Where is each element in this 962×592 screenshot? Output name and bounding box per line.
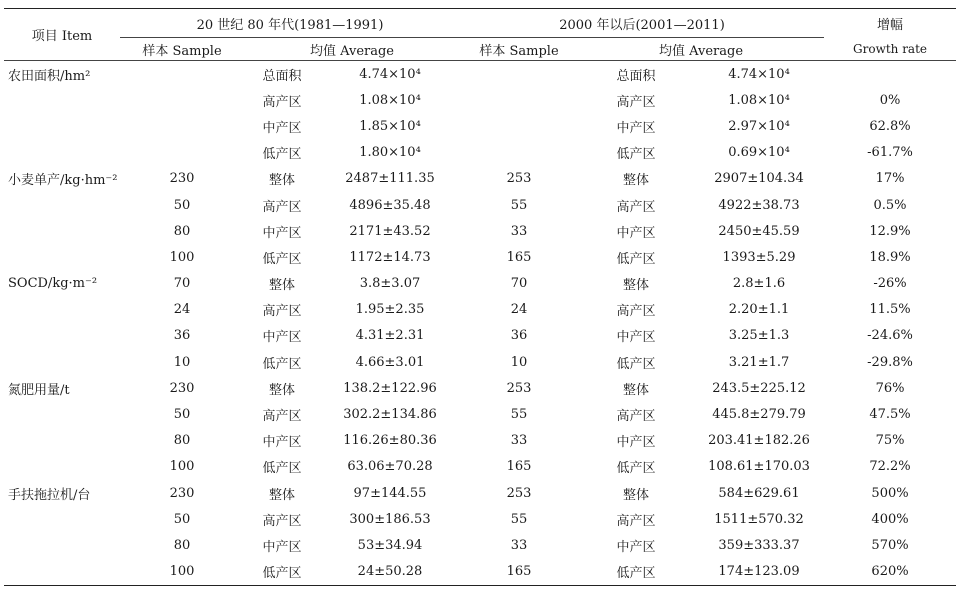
sample2-cell: 55 bbox=[510, 407, 528, 423]
avg1-cell: 1.80×10⁴ bbox=[359, 145, 421, 161]
average-header-1: 均值 Average bbox=[244, 38, 460, 61]
item-cell bbox=[4, 506, 120, 532]
item-header: 项目 Item bbox=[4, 9, 120, 61]
table-row bbox=[4, 166, 956, 192]
sample2-cell: 33 bbox=[510, 223, 528, 239]
avg1-cell: 116.26±80.36 bbox=[343, 433, 437, 449]
item-cell: 农田面积/hm² bbox=[8, 68, 91, 84]
zone2-cell: 整体 bbox=[622, 278, 649, 294]
zone1-cell: 高产区 bbox=[262, 304, 302, 320]
zone1-cell: 整体 bbox=[268, 278, 295, 294]
avg2-cell: 4.74×10⁴ bbox=[728, 66, 790, 82]
avg1-cell: 1.08×10⁴ bbox=[359, 92, 421, 108]
data-table bbox=[4, 8, 956, 586]
sample1-cell: 50 bbox=[173, 511, 191, 527]
growth-cell: 72.2% bbox=[869, 459, 911, 475]
sample-header-2: 样本 Sample bbox=[460, 38, 578, 61]
sample2-cell bbox=[460, 61, 578, 88]
avg1-cell: 63.06±70.28 bbox=[347, 459, 433, 475]
zone2-cell: 高产区 bbox=[616, 199, 656, 215]
zone1-cell: 低产区 bbox=[262, 461, 302, 477]
growth-cell: -61.7% bbox=[867, 145, 913, 161]
avg2-cell: 3.25±1.3 bbox=[728, 328, 790, 344]
sample2-cell: 24 bbox=[510, 302, 528, 318]
avg2-cell: 0.69×10⁴ bbox=[728, 145, 790, 161]
sample2-cell: 33 bbox=[510, 433, 528, 449]
sample1-cell bbox=[120, 113, 244, 139]
sample1-cell: 80 bbox=[173, 537, 191, 553]
avg2-cell: 3.21±1.7 bbox=[728, 354, 790, 370]
avg2-cell: 1.08×10⁴ bbox=[728, 92, 790, 108]
table-row bbox=[4, 323, 956, 349]
growth-cell: 0% bbox=[879, 92, 901, 108]
sample1-cell bbox=[120, 87, 244, 113]
avg2-cell: 2.8±1.6 bbox=[732, 276, 786, 292]
table-row bbox=[4, 506, 956, 532]
sample1-cell: 80 bbox=[173, 223, 191, 239]
item-cell bbox=[4, 297, 120, 323]
avg1-cell: 2487±111.35 bbox=[345, 171, 435, 187]
sample2-cell: 55 bbox=[510, 511, 528, 527]
zone1-cell: 高产区 bbox=[262, 199, 302, 215]
zone1-cell: 中产区 bbox=[262, 330, 302, 346]
sample2-cell: 33 bbox=[510, 537, 528, 553]
growth-cell: 12.9% bbox=[869, 223, 911, 239]
sample1-cell bbox=[120, 61, 244, 88]
avg2-cell: 203.41±182.26 bbox=[708, 433, 810, 449]
average-header-2: 均值 Average bbox=[578, 38, 824, 61]
zone1-cell: 高产区 bbox=[262, 94, 302, 110]
avg1-cell: 53±34.94 bbox=[357, 537, 423, 553]
growth-cell: 62.8% bbox=[869, 118, 911, 134]
zone1-cell: 整体 bbox=[268, 487, 295, 503]
item-cell bbox=[4, 559, 120, 586]
sample2-cell: 70 bbox=[510, 276, 528, 292]
zone1-cell: 低产区 bbox=[262, 356, 302, 372]
zone1-cell: 中产区 bbox=[262, 435, 302, 451]
zone1-cell: 中产区 bbox=[262, 539, 302, 555]
item-cell: SOCD/kg·m⁻² bbox=[8, 276, 98, 292]
zone2-cell: 高产区 bbox=[616, 304, 656, 320]
table-row bbox=[4, 87, 956, 113]
avg2-cell: 108.61±170.03 bbox=[708, 459, 810, 475]
growth-cell: -26% bbox=[873, 276, 907, 292]
item-cell bbox=[4, 454, 120, 480]
sample2-cell bbox=[460, 113, 578, 139]
zone1-cell: 总面积 bbox=[262, 68, 302, 84]
avg1-cell: 97±144.55 bbox=[353, 485, 427, 501]
zone2-cell: 低产区 bbox=[578, 559, 694, 586]
avg1-cell: 3.8±3.07 bbox=[359, 276, 421, 292]
table-row bbox=[4, 559, 956, 586]
table-row bbox=[4, 480, 956, 506]
sample2-cell: 253 bbox=[506, 485, 532, 501]
header-row-2 bbox=[4, 38, 956, 61]
zone1-cell: 高产区 bbox=[262, 409, 302, 425]
growth-cell: 76% bbox=[875, 380, 905, 396]
item-cell bbox=[4, 113, 120, 139]
sample2-cell: 165 bbox=[506, 459, 532, 475]
zone1-cell: 整体 bbox=[268, 382, 295, 398]
zone1-cell: 中产区 bbox=[262, 120, 302, 136]
sample1-cell: 24 bbox=[173, 302, 191, 318]
avg1-cell: 138.2±122.96 bbox=[343, 380, 437, 396]
table-row bbox=[4, 271, 956, 297]
zone2-cell: 高产区 bbox=[616, 513, 656, 529]
item-cell bbox=[4, 532, 120, 558]
sample1-cell: 230 bbox=[169, 485, 195, 501]
zone1-cell: 低产区 bbox=[244, 559, 320, 586]
growth-cell: 11.5% bbox=[869, 302, 911, 318]
zone2-cell: 整体 bbox=[622, 487, 649, 503]
avg2-cell: 2450±45.59 bbox=[718, 223, 800, 239]
header-row-1 bbox=[4, 9, 956, 38]
sample1-cell: 50 bbox=[173, 197, 191, 213]
sample2-cell: 165 bbox=[506, 249, 532, 265]
table-row bbox=[4, 218, 956, 244]
table-row bbox=[4, 140, 956, 166]
item-cell bbox=[4, 140, 120, 166]
sample2-cell: 253 bbox=[506, 171, 532, 187]
sample2-cell: 10 bbox=[510, 354, 528, 370]
avg1-cell: 24±50.28 bbox=[320, 559, 460, 586]
zone2-cell: 整体 bbox=[622, 382, 649, 398]
avg2-cell: 243.5±225.12 bbox=[712, 380, 806, 396]
avg2-cell: 359±333.37 bbox=[718, 537, 800, 553]
sample2-cell bbox=[460, 140, 578, 166]
sample1-cell: 10 bbox=[173, 354, 191, 370]
table-row bbox=[4, 349, 956, 375]
zone1-cell: 整体 bbox=[268, 173, 295, 189]
zone2-cell: 中产区 bbox=[616, 435, 656, 451]
table-row bbox=[4, 401, 956, 427]
item-cell bbox=[4, 428, 120, 454]
growth-cell: 75% bbox=[875, 433, 905, 449]
zone2-cell: 中产区 bbox=[616, 330, 656, 346]
avg1-cell: 1172±14.73 bbox=[349, 249, 431, 265]
zone2-cell: 中产区 bbox=[616, 225, 656, 241]
sample2-cell: 253 bbox=[506, 380, 532, 396]
table-row bbox=[4, 454, 956, 480]
table-row bbox=[4, 375, 956, 401]
sample1-cell: 50 bbox=[173, 407, 191, 423]
table-row bbox=[4, 192, 956, 218]
growth-cell: -29.8% bbox=[867, 354, 913, 370]
sample1-cell: 36 bbox=[173, 328, 191, 344]
avg1-cell: 302.2±134.86 bbox=[343, 407, 437, 423]
zone2-cell: 整体 bbox=[622, 173, 649, 189]
sample2-cell bbox=[460, 87, 578, 113]
avg1-cell: 4.31±2.31 bbox=[355, 328, 425, 344]
item-cell bbox=[4, 87, 120, 113]
avg1-cell: 4.74×10⁴ bbox=[359, 66, 421, 82]
growth-cell: 400% bbox=[871, 511, 909, 527]
avg2-cell: 2.20±1.1 bbox=[728, 302, 790, 318]
avg1-cell: 1.95±2.35 bbox=[355, 302, 425, 318]
item-cell: 氮肥用量/t bbox=[8, 382, 70, 398]
zone2-cell: 低产区 bbox=[616, 356, 656, 372]
growth-cell: 0.5% bbox=[873, 197, 907, 213]
zone1-cell: 低产区 bbox=[262, 147, 302, 163]
zone2-cell: 低产区 bbox=[616, 251, 656, 267]
zone1-cell: 中产区 bbox=[262, 225, 302, 241]
item-cell bbox=[4, 401, 120, 427]
zone1-cell: 低产区 bbox=[262, 251, 302, 267]
sample1-cell: 230 bbox=[169, 171, 195, 187]
avg1-cell: 2171±43.52 bbox=[349, 223, 431, 239]
sample-header-1: 样本 Sample bbox=[120, 38, 244, 61]
avg2-cell: 445.8±279.79 bbox=[712, 407, 806, 423]
item-cell bbox=[4, 323, 120, 349]
growth-cell: 570% bbox=[871, 537, 909, 553]
growth-cell bbox=[824, 61, 956, 88]
zone2-cell: 低产区 bbox=[616, 147, 656, 163]
item-cell: 手扶拖拉机/台 bbox=[8, 487, 91, 503]
table-row bbox=[4, 244, 956, 270]
growth-header-cn: 增幅 bbox=[824, 9, 956, 38]
sample2-cell: 36 bbox=[510, 328, 528, 344]
period1-header: 20 世纪 80 年代(1981—1991) bbox=[120, 9, 460, 38]
sample1-cell bbox=[120, 140, 244, 166]
zone2-cell: 高产区 bbox=[616, 94, 656, 110]
table-body bbox=[4, 61, 956, 586]
sample1-cell: 100 bbox=[169, 249, 195, 265]
growth-header-en: Growth rate bbox=[824, 38, 956, 61]
avg2-cell: 174±123.09 bbox=[694, 559, 824, 586]
table-row bbox=[4, 113, 956, 139]
sample1-cell: 230 bbox=[169, 380, 195, 396]
avg1-cell: 1.85×10⁴ bbox=[359, 118, 421, 134]
sample1-cell: 80 bbox=[173, 433, 191, 449]
growth-cell: 620% bbox=[824, 559, 956, 586]
sample2-cell: 55 bbox=[510, 197, 528, 213]
item-cell bbox=[4, 349, 120, 375]
avg2-cell: 4922±38.73 bbox=[718, 197, 800, 213]
growth-cell: -24.6% bbox=[867, 328, 913, 344]
avg1-cell: 4896±35.48 bbox=[349, 197, 431, 213]
zone1-cell: 高产区 bbox=[262, 513, 302, 529]
avg1-cell: 300±186.53 bbox=[349, 511, 431, 527]
item-cell bbox=[4, 218, 120, 244]
period2-header: 2000 年以后(2001—2011) bbox=[460, 9, 824, 38]
sample1-cell: 70 bbox=[173, 276, 191, 292]
zone2-cell: 高产区 bbox=[616, 409, 656, 425]
avg1-cell: 4.66±3.01 bbox=[355, 354, 425, 370]
avg2-cell: 584±629.61 bbox=[718, 485, 800, 501]
sample1-cell: 100 bbox=[120, 559, 244, 586]
table-row bbox=[4, 428, 956, 454]
avg2-cell: 2907±104.34 bbox=[714, 171, 804, 187]
growth-cell: 18.9% bbox=[869, 249, 911, 265]
zone2-cell: 总面积 bbox=[616, 68, 656, 84]
zone2-cell: 中产区 bbox=[616, 120, 656, 136]
sample2-cell: 165 bbox=[460, 559, 578, 586]
table-row bbox=[4, 532, 956, 558]
zone2-cell: 低产区 bbox=[616, 461, 656, 477]
growth-cell: 500% bbox=[871, 485, 909, 501]
table-row bbox=[4, 61, 956, 88]
growth-cell: 17% bbox=[875, 171, 905, 187]
growth-cell: 47.5% bbox=[869, 407, 911, 423]
item-cell bbox=[4, 244, 120, 270]
item-cell bbox=[4, 192, 120, 218]
zone2-cell: 中产区 bbox=[616, 539, 656, 555]
avg2-cell: 1393±5.29 bbox=[722, 249, 796, 265]
item-cell: 小麦单产/kg·hm⁻² bbox=[8, 173, 118, 189]
sample1-cell: 100 bbox=[169, 459, 195, 475]
avg2-cell: 2.97×10⁴ bbox=[728, 118, 790, 134]
table-row bbox=[4, 297, 956, 323]
avg2-cell: 1511±570.32 bbox=[714, 511, 804, 527]
